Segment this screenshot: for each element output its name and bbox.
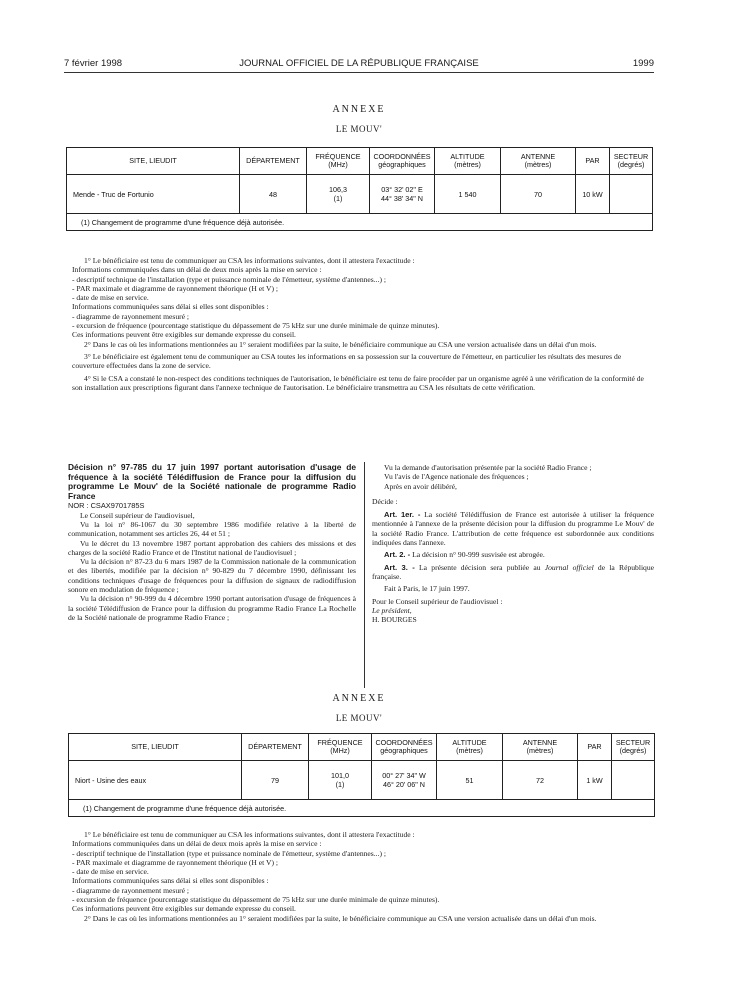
- cell-altitude: 51: [437, 761, 503, 800]
- col-frequence: FRÉQUENCE (MHz): [307, 148, 370, 175]
- cell-altitude: 1 540: [435, 175, 501, 214]
- col-site: SITE, LIEUDIT: [69, 734, 242, 761]
- table-footnote: (1) Changement de programme d'une fréquence déjà autorisée.: [69, 800, 655, 817]
- cell-antenne: 70: [501, 175, 576, 214]
- signature-name: H. BOURGES: [372, 615, 417, 625]
- table-row: [67, 175, 653, 214]
- cell-departement: 48: [240, 175, 307, 214]
- cell-frequence: 101,0 (1): [309, 761, 372, 800]
- table-footnote: (1) Changement de programme d'une fréquence déjà autorisée.: [67, 214, 653, 231]
- article-2: Art. 2. - La décision n° 90-999 susvisée est abrogée.: [384, 550, 545, 560]
- col-antenne: ANTENNE (mètres): [503, 734, 578, 761]
- annex1-title: ANNEXE: [332, 104, 386, 115]
- table-row: [69, 761, 655, 800]
- header-journal-title: JOURNAL OFFICIEL DE LA RÉPUBLIQUE FRANÇAISE: [239, 58, 479, 69]
- annex1-subtitle: LE MOUV': [335, 124, 383, 134]
- col-altitude: ALTITUDE (mètres): [435, 148, 501, 175]
- cell-site: Niort - Usine des eaux: [69, 761, 242, 800]
- decision-nor: NOR : CSAX9701785S: [68, 501, 145, 511]
- cell-frequence: 106,3 (1): [307, 175, 370, 214]
- col-site: SITE, LIEUDIT: [67, 148, 240, 175]
- article-1: Art. 1er. - La société Télédiffusion de France est autorisée à utiliser la fréquence mentionnée à l'annexe de la présente décision pour la diffusion du programme Le Mouv' de la société Radio France. L'attribution de cette fréquence est subordonnée aux conditions indiquées dans l'annexe.: [372, 510, 654, 548]
- col-secteur: SECTEUR (degrés): [610, 148, 653, 175]
- signature-for: Pour le Conseil supérieur de l'audiovisuel :: [372, 596, 503, 606]
- cell-site: Mende - Truc de Fortunio: [67, 175, 240, 214]
- signature-role: Le président,: [372, 605, 412, 615]
- col-antenne: ANTENNE (mètres): [501, 148, 576, 175]
- decision-right-column: Vu la demande d'autorisation présentée par la société Radio France ; Vu l'avis de l'Agence nationale des fréquences ; Après en avoir délibéré, Décide : Art. 1er. - La société Télédiffusion de France est autorisée à utiliser la fréquence mentionnée à l'annexe de la présente décision pour la diffusion du programme Le Mouv' de la société Radio France. L'attribution de cette fréquence est subordonnée aux conditions indiquées dans l'annexe. Art. 2. - La décision n° 90-999 susvisée est abrogée. Art. 3. - La présente décision sera publiée au Journal officiel de la République française. Fait à Paris, le 17 juin 1997. Pour le Conseil supérieur de l'audiovisuel : Le président, H. BOURGES: [372, 463, 655, 625]
- header-page-number: 1999: [632, 58, 654, 69]
- header-rule: [64, 72, 654, 73]
- page-header: [64, 58, 654, 72]
- annex2-conditions: 1° Le bénéficiaire est tenu de communiquer au CSA les informations suivantes, dont il attestera l'exactitude : Informations communiquées dans un délai de deux mois après la mise en service : - descriptif technique de l'installation (type et puissance nominale de l'émetteur, système d'antennes...) ; - PAR maximale et diagramme de rayonnement théorique (H et V) ; - date de mise en service. Informations communiquées sans délai si elles sont disponibles : - diagramme de rayonnement mesuré ; - excursion de fréquence (pourcentage statistique du dépassement de 75 kHz sur une durée minimale de quinze minutes). Ces informations peuvent être exigibles sur demande expresse du conseil. 2° Dans le cas où les informations mentionnées au 1° seraient modifiées par la suite, le bénéficiaire communique au CSA une version actualisée dans un délai d'un mois.: [72, 830, 597, 923]
- cell-secteur: [610, 175, 653, 214]
- col-departement: DÉPARTEMENT: [240, 148, 307, 175]
- annex2-subtitle: LE MOUV': [335, 713, 383, 723]
- cell-par: 10 kW: [576, 175, 610, 214]
- cell-coordonnees: 03° 32' 02" E 44° 38' 34" N: [370, 175, 435, 214]
- cell-coordonnees: 00° 27' 34" W 46° 20' 06" N: [372, 761, 437, 800]
- col-altitude: ALTITUDE (mètres): [437, 734, 503, 761]
- col-departement: DÉPARTEMENT: [242, 734, 309, 761]
- header-date: 7 février 1998: [64, 58, 123, 69]
- decision-left-column: Décision n° 97-785 du 17 juin 1997 portant autorisation d'usage de fréquence à la société Télédiffusion de France pour la diffusion du programme Le Mouv' de la Société nationale de programme Radio France NOR : CSAX9701785S Le Conseil supérieur de l'audiovisuel, Vu la loi n° 86-1067 du 30 septembre 1986 modifiée relative à la liberté de communication, notamment ses articles 26, 44 et 51 ; Vu le décret du 13 novembre 1987 portant approbation des cahiers des missions et des charges de la société Radio France et de l'Institut national de l'audiovisuel ; Vu la décision n° 87-23 du 6 mars 1987 de la Commission nationale de la communication et des libertés, modifiée par la décision n° 90-829 du 7 décembre 1990, définissant les conditions techniques d'usage de fréquences pour la diffusion de signaux de radiodiffusion sonore en modulation de fréquence ; Vu la décision n° 90-999 du 4 décembre 1990 portant autorisation d'usage de fréquences à la société Télédiffusion de France pour la diffusion du programme Radio France La Rochelle de la Société nationale de programme Radio France ;: [68, 462, 356, 622]
- col-coordonnees: COORDONNÉES géographiques: [372, 734, 437, 761]
- col-secteur: SECTEUR (degrés): [612, 734, 655, 761]
- annex2-table: [68, 733, 655, 817]
- col-par: PAR: [578, 734, 612, 761]
- col-coordonnees: COORDONNÉES géographiques: [370, 148, 435, 175]
- annex2-title: ANNEXE: [332, 693, 386, 704]
- col-frequence: FRÉQUENCE (MHz): [309, 734, 372, 761]
- cell-departement: 79: [242, 761, 309, 800]
- annex1-table: [66, 147, 653, 231]
- column-divider: [364, 462, 365, 688]
- cell-secteur: [612, 761, 655, 800]
- cell-antenne: 72: [503, 761, 578, 800]
- cell-par: 1 kW: [578, 761, 612, 800]
- col-par: PAR: [576, 148, 610, 175]
- decide-heading: Décide :: [372, 496, 398, 506]
- article-3: Art. 3. - La présente décision sera publiée au Journal officiel de la République française.: [372, 562, 655, 581]
- decision-title: Décision n° 97-785 du 17 juin 1997 portant autorisation d'usage de fréquence à la société Télédiffusion de France pour la diffusion du programme Le Mouv' de la Société nationale de programme Radio France: [68, 462, 356, 501]
- place-date: Fait à Paris, le 17 juin 1997.: [384, 584, 470, 594]
- annex1-conditions: 1° Le bénéficiaire est tenu de communiquer au CSA les informations suivantes, dont il attestera l'exactitude : Informations communiquées dans un délai de deux mois après la mise en service : - descriptif technique de l'installation (type et puissance nominale de l'émetteur, système d'antennes...) ; - PAR maximale et diagramme de rayonnement théorique (H et V) ; - date de mise en service. Informations communiquées sans délai si elles sont disponibles : - diagramme de rayonnement mesuré ; - excursion de fréquence (pourcentage statistique du dépassement de 75 kHz sur une durée minimale de quinze minutes). Ces informations peuvent être exigibles sur demande expresse du conseil. 2° Dans le cas où les informations mentionnées au 1° seraient modifiées par la suite, le bénéficiaire communique au CSA une version actualisée dans un délai d'un mois. 3° Le bénéficiaire est également tenu de communiquer au CSA toutes les informations en sa possession sur la couverture de l'émetteur, en particulier les résultats des mesures de couverture effectuées dans la zone de service. 4° Si le CSA a constaté le non-respect des conditions techniques de l'autorisation, le bénéficiaire est tenu de faire procéder par un organisme agréé à une vérification de la conformité de son installation aux prescriptions figurant dans l'annexe technique de l'autorisation. Le bénéficiaire transmettra au CSA les résultats de cette vérification.: [72, 256, 644, 392]
